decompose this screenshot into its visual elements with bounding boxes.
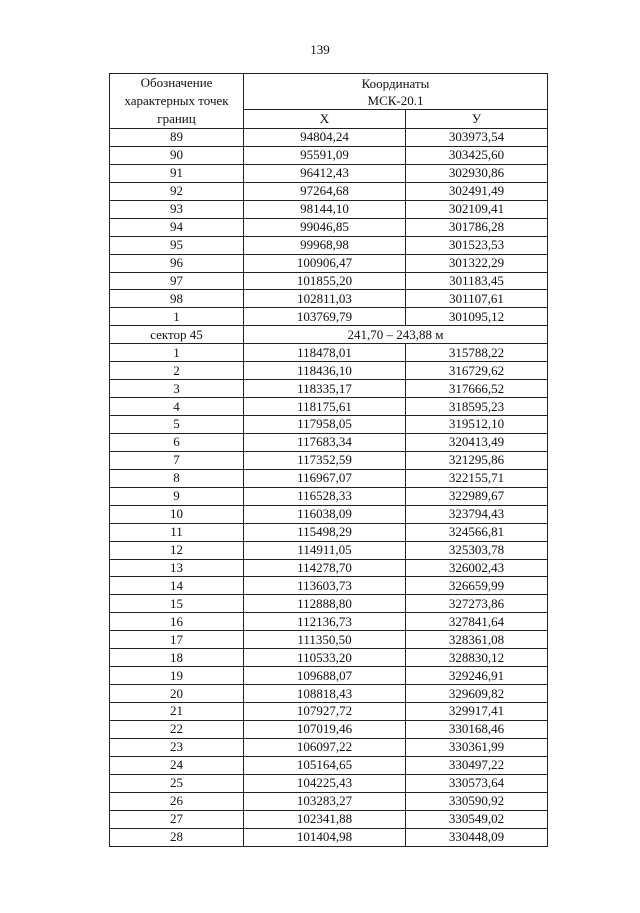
- y-column-header: У: [406, 110, 548, 129]
- y-coordinate: 326002,43: [406, 559, 548, 577]
- y-coordinate: 330168,46: [406, 720, 548, 738]
- y-coordinate: 322989,67: [406, 487, 548, 505]
- point-number: 12: [110, 541, 244, 559]
- table-row: [110, 487, 548, 505]
- point-number: 11: [110, 523, 244, 541]
- x-coordinate: 104225,43: [244, 774, 406, 792]
- page-number: 139: [310, 42, 330, 57]
- table-row: [110, 451, 548, 469]
- y-coordinate: 321295,86: [406, 451, 548, 469]
- y-coordinate: 328830,12: [406, 649, 548, 667]
- point-number: 5: [110, 416, 244, 434]
- y-coordinate: 330497,22: [406, 756, 548, 774]
- point-number: 96: [110, 254, 244, 272]
- x-coordinate: 96412,43: [244, 164, 406, 182]
- table-row: [110, 774, 548, 792]
- x-coordinate: 99968,98: [244, 236, 406, 254]
- point-number: 14: [110, 577, 244, 595]
- table-row: [110, 631, 548, 649]
- coordinate-system-label: МСК-20.1: [367, 92, 424, 108]
- point-number: 26: [110, 792, 244, 810]
- point-number: 92: [110, 182, 244, 200]
- y-coordinate: 324566,81: [406, 523, 548, 541]
- y-coordinate: 302491,49: [406, 182, 548, 200]
- table-row: [110, 613, 548, 631]
- point-number: 8: [110, 469, 244, 487]
- x-coordinate: 118436,10: [244, 362, 406, 380]
- y-coordinate: 328361,08: [406, 631, 548, 649]
- table-row: [110, 703, 548, 721]
- point-number: 89: [110, 129, 244, 147]
- point-number: 3: [110, 380, 244, 398]
- point-number: 28: [110, 828, 244, 846]
- x-column-header: Х: [244, 110, 406, 129]
- x-coordinate: 105164,65: [244, 756, 406, 774]
- point-number: 17: [110, 631, 244, 649]
- sector-range: 241,70 – 243,88 м: [244, 326, 548, 344]
- table-row: [110, 792, 548, 810]
- point-number: 16: [110, 613, 244, 631]
- x-coordinate: 107019,46: [244, 720, 406, 738]
- table-row: [110, 362, 548, 380]
- x-coordinate: 110533,20: [244, 649, 406, 667]
- y-coordinate: 301786,28: [406, 218, 548, 236]
- y-coordinate: 317666,52: [406, 380, 548, 398]
- y-coordinate: 302930,86: [406, 164, 548, 182]
- table-row: [110, 416, 548, 434]
- table-row: [110, 810, 548, 828]
- table-row: [110, 738, 548, 756]
- point-number: 7: [110, 451, 244, 469]
- x-coordinate: 98144,10: [244, 200, 406, 218]
- table-row: [110, 649, 548, 667]
- table-row: [110, 667, 548, 685]
- point-number: 97: [110, 272, 244, 290]
- y-coordinate: 326659,99: [406, 577, 548, 595]
- x-coordinate: 100906,47: [244, 254, 406, 272]
- table-row: [110, 828, 548, 846]
- table-row: [110, 685, 548, 703]
- x-coordinate: 112136,73: [244, 613, 406, 631]
- point-number: 13: [110, 559, 244, 577]
- table-header: [110, 74, 548, 129]
- y-coordinate: 315788,22: [406, 344, 548, 362]
- point-number: 15: [110, 595, 244, 613]
- x-coordinate: 97264,68: [244, 182, 406, 200]
- table-row: [110, 164, 548, 182]
- y-coordinate: 329609,82: [406, 685, 548, 703]
- table-row: [110, 236, 548, 254]
- x-coordinate: 117683,34: [244, 433, 406, 451]
- x-coordinate: 116038,09: [244, 505, 406, 523]
- x-coordinate: 118335,17: [244, 380, 406, 398]
- y-coordinate: 327273,86: [406, 595, 548, 613]
- x-coordinate: 103283,27: [244, 792, 406, 810]
- x-coordinate: 114911,05: [244, 541, 406, 559]
- table-row: [110, 756, 548, 774]
- y-coordinate: 318595,23: [406, 398, 548, 416]
- x-coordinate: 117352,59: [244, 451, 406, 469]
- x-coordinate: 107927,72: [244, 703, 406, 721]
- x-coordinate: 108818,43: [244, 685, 406, 703]
- point-number: 18: [110, 649, 244, 667]
- point-number: 27: [110, 810, 244, 828]
- table-row: [110, 398, 548, 416]
- y-coordinate: 323794,43: [406, 505, 548, 523]
- y-coordinate: 329917,41: [406, 703, 548, 721]
- y-coordinate: 319512,10: [406, 416, 548, 434]
- point-number: 93: [110, 200, 244, 218]
- table-row: [110, 200, 548, 218]
- point-number: 20: [110, 685, 244, 703]
- table-row: [110, 308, 548, 326]
- y-coordinate: 329246,91: [406, 667, 548, 685]
- x-coordinate: 116528,33: [244, 487, 406, 505]
- x-coordinate: 115498,29: [244, 523, 406, 541]
- table-row: [110, 505, 548, 523]
- coordinates-header: [244, 74, 548, 110]
- point-number: 19: [110, 667, 244, 685]
- table-row: [110, 272, 548, 290]
- x-coordinate: 95591,09: [244, 146, 406, 164]
- y-coordinate: 330549,02: [406, 810, 548, 828]
- point-number: 24: [110, 756, 244, 774]
- table-row: [110, 523, 548, 541]
- table-row: [110, 720, 548, 738]
- x-coordinate: 109688,07: [244, 667, 406, 685]
- y-coordinate: 302109,41: [406, 200, 548, 218]
- y-coordinate: 303973,54: [406, 129, 548, 147]
- point-number: 9: [110, 487, 244, 505]
- x-coordinate: 111350,50: [244, 631, 406, 649]
- coordinates-label: Координаты: [361, 75, 430, 91]
- y-coordinate: 301322,29: [406, 254, 548, 272]
- point-number: 91: [110, 164, 244, 182]
- table-row: [110, 344, 548, 362]
- table-row: [110, 182, 548, 200]
- y-coordinate: 330361,99: [406, 738, 548, 756]
- table-row: [110, 129, 548, 147]
- point-number: 2: [110, 362, 244, 380]
- y-coordinate: 301183,45: [406, 272, 548, 290]
- table-body: [110, 129, 548, 847]
- point-number: 98: [110, 290, 244, 308]
- table-row: [110, 380, 548, 398]
- x-coordinate: 106097,22: [244, 738, 406, 756]
- y-coordinate: 330448,09: [406, 828, 548, 846]
- table-row: [110, 541, 548, 559]
- table-row: [110, 595, 548, 613]
- table-row: [110, 469, 548, 487]
- y-coordinate: 322155,71: [406, 469, 548, 487]
- y-coordinate: 301107,61: [406, 290, 548, 308]
- point-number: 6: [110, 433, 244, 451]
- point-designation-header: Обозначение характерных точек границ: [110, 74, 244, 129]
- point-number: 10: [110, 505, 244, 523]
- x-coordinate: 101855,20: [244, 272, 406, 290]
- y-coordinate: 303425,60: [406, 146, 548, 164]
- x-coordinate: 103769,79: [244, 308, 406, 326]
- point-number: 22: [110, 720, 244, 738]
- table-row: [110, 218, 548, 236]
- y-coordinate: 301523,53: [406, 236, 548, 254]
- point-number: 94: [110, 218, 244, 236]
- table-row: [110, 146, 548, 164]
- point-number: 25: [110, 774, 244, 792]
- table-row: [110, 577, 548, 595]
- x-coordinate: 99046,85: [244, 218, 406, 236]
- point-number: 23: [110, 738, 244, 756]
- y-coordinate: 316729,62: [406, 362, 548, 380]
- y-coordinate: 330590,92: [406, 792, 548, 810]
- y-coordinate: 327841,64: [406, 613, 548, 631]
- x-coordinate: 118478,01: [244, 344, 406, 362]
- point-number: 90: [110, 146, 244, 164]
- coordinates-table: [109, 73, 548, 847]
- sector-label: сектор 45: [110, 326, 244, 344]
- x-coordinate: 101404,98: [244, 828, 406, 846]
- point-number: 1: [110, 308, 244, 326]
- x-coordinate: 114278,70: [244, 559, 406, 577]
- sector-row: [110, 326, 548, 344]
- table-row: [110, 559, 548, 577]
- table-row: [110, 433, 548, 451]
- y-coordinate: 325303,78: [406, 541, 548, 559]
- x-coordinate: 117958,05: [244, 416, 406, 434]
- point-number: 21: [110, 703, 244, 721]
- point-number: 1: [110, 344, 244, 362]
- x-coordinate: 118175,61: [244, 398, 406, 416]
- x-coordinate: 113603,73: [244, 577, 406, 595]
- table-row: [110, 254, 548, 272]
- x-coordinate: 112888,80: [244, 595, 406, 613]
- x-coordinate: 102811,03: [244, 290, 406, 308]
- y-coordinate: 301095,12: [406, 308, 548, 326]
- x-coordinate: 116967,07: [244, 469, 406, 487]
- x-coordinate: 94804,24: [244, 129, 406, 147]
- point-number: 95: [110, 236, 244, 254]
- point-number: 4: [110, 398, 244, 416]
- table-row: [110, 290, 548, 308]
- y-coordinate: 330573,64: [406, 774, 548, 792]
- x-coordinate: 102341,88: [244, 810, 406, 828]
- y-coordinate: 320413,49: [406, 433, 548, 451]
